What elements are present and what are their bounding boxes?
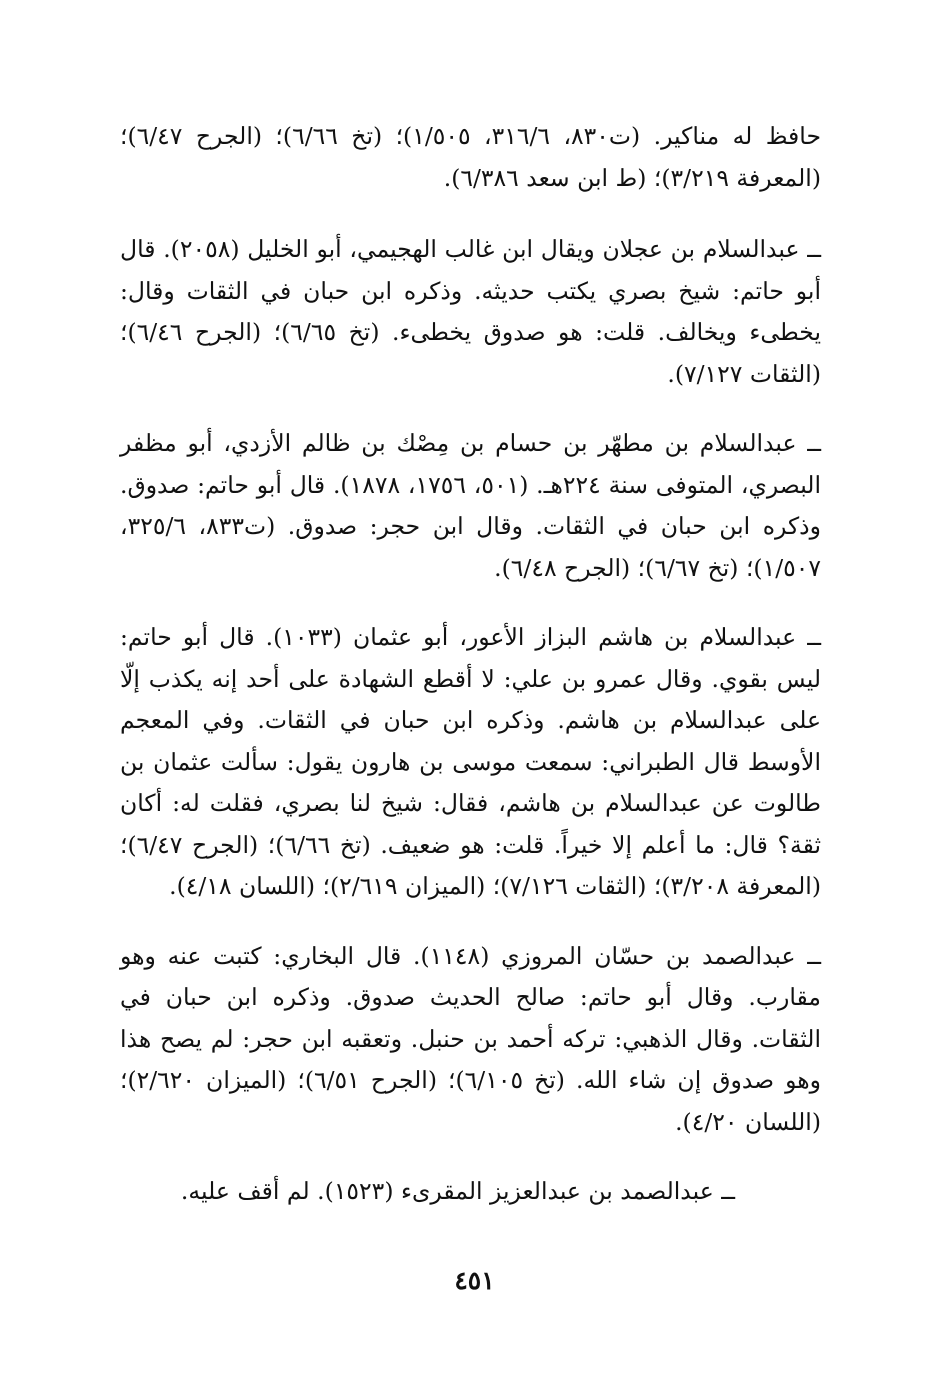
entry-abdulsalam-ibn-mutahhar: ــ عبدالسلام بن مطهّر بن حسام بن مِصْك بن ظالم الأزدي، أبو مظفر البصري، المتوفى سنة ٢٢٤هـ. (٥٠١، ١٧٥٦، ١٨٧٨). قال أبو حاتم: صدوق. وذكره ابن حبان في الثقات. وقال ابن حجر: صدوق. (ت٨٣٣، ٣٢٥/٦، ١/٥٠٧)؛ (تخ ٦/٦٧)؛ (الجرح ٦/٤٨). xyxy=(120,429,821,582)
entry-continuation: حافظ له مناكير. (ت٨٣٠، ٣١٦/٦، ١/٥٠٥)؛ (تخ ٦/٦٦)؛ (الجرح ٦/٤٧)؛ (المعرفة ٣/٢١٩)؛ (ط ابن سعد ٦/٣٨٦). xyxy=(120,122,821,192)
biography-entries xyxy=(120,116,821,1213)
entry-abdulsalam-ibn-hashim: ــ عبدالسلام بن هاشم البزاز الأعور، أبو عثمان (١٠٣٣). قال أبو حاتم: ليس بقوي. وقال عمرو بن علي: لا أقطع الشهادة على أحد إنه يكذب إلّا على عبدالسلام بن هاشم. وذكره ابن حبان في الثقات. وفي المعجم الأوسط قال الطبراني: سمعت موسى بن هارون يقول: سألت عثمان بن طالوت عن عبدالسلام بن هاشم، فقال: شيخ لنا بصري، فقلت له: أكان ثقة؟ قال: ما أعلم إلا خيراً. قلت: هو ضعيف. (تخ ٦/٦٦)؛ (الجرح ٦/٤٧)؛ (المعرفة ٣/٢٠٨)؛ (الثقات ٧/١٢٦)؛ (الميزان ٢/٦١٩)؛ (اللسان ٤/١٨). xyxy=(120,623,821,900)
entry-abdulsalam-ibn-ajlan: ــ عبدالسلام بن عجلان ويقال ابن غالب الهجيمي، أبو الخليل (٢٠٥٨). قال أبو حاتم: شيخ بصري يكتب حديثه. وذكره ابن حبان في الثقات وقال: يخطىء ويخالف. قلت: هو صدوق يخطىء. (تخ ٦/٦٥)؛ (الجرح ٦/٤٦)؛ (الثقات ٧/١٢٧). xyxy=(120,235,821,388)
entry-abdulsamad-ibn-abdulaziz: ــ عبدالصمد بن عبدالعزيز المقرىء (١٥٢٣). لم أقف عليه. xyxy=(180,1177,735,1205)
entry-abdulsamad-ibn-hassan: ــ عبدالصمد بن حسّان المروزي (١١٤٨). قال البخاري: كتبت عنه وهو مقارب. وقال أبو حاتم: صالح الحديث صدوق. وذكره ابن حبان في الثقات. وقال الذهبي: تركه أحمد بن حنبل. وتعقبه ابن حجر: لم يصح هذا وهو صدوق إن شاء الله. (تخ ٦/١٠٥)؛ (الجرح ٦/٥١)؛ (الميزان ٢/٦٢٠)؛ (اللسان ٤/٢٠). xyxy=(120,941,822,1136)
page-number: ٤٥١ xyxy=(454,1266,495,1295)
